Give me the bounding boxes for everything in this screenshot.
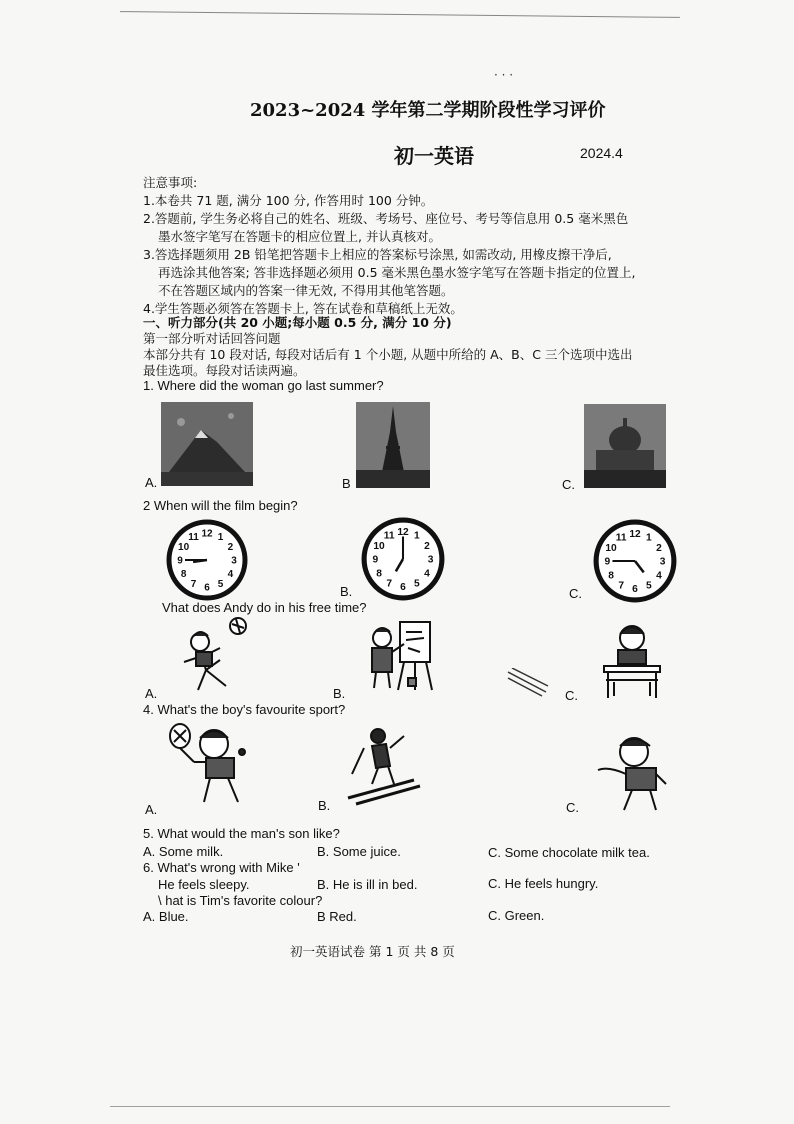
- clock-numeral: 3: [659, 556, 666, 568]
- note-line-6: 不在答题区域内的答案一律无效, 不得用其他笔答题。: [158, 283, 454, 298]
- clock-numeral: 7: [386, 578, 393, 590]
- clock-numeral: 11: [383, 530, 395, 542]
- clock-numeral: 12: [201, 528, 213, 540]
- clock-numeral: 11: [615, 532, 627, 544]
- clock-numeral: 6: [400, 582, 406, 594]
- exam-date: 2024.4: [580, 145, 623, 161]
- q4-option-b-label: B.: [318, 798, 331, 813]
- clock-numeral: 7: [618, 580, 625, 592]
- clock-numeral: 4: [227, 569, 234, 580]
- q6-option-b: B. He is ill in bed.: [317, 877, 418, 892]
- q3-option-b-label: B.: [333, 686, 346, 701]
- note-line-1: 1.本卷共 71 题, 满分 100 分, 作答用时 100 分钟。: [143, 193, 434, 208]
- note-line-4: 3.答选择题须用 2B 铅笔把答题卡上相应的答案标号涂黑, 如需改动, 用橡皮擦干净后,: [143, 247, 612, 262]
- clock-numeral: 6: [632, 584, 638, 596]
- clock-numeral: 12: [629, 528, 641, 540]
- clock-numeral: 9: [177, 555, 183, 567]
- q2-option-b-clock: [360, 516, 446, 602]
- q3-option-a-image: [176, 616, 252, 696]
- clock-numeral: 5: [413, 578, 420, 590]
- q2-option-c-clock: [592, 518, 678, 604]
- q1-option-b-label: B: [342, 476, 351, 491]
- q7-option-b: B Red.: [317, 909, 357, 924]
- q6-option-a: He feels sleepy.: [158, 877, 250, 892]
- clock-numeral: 2: [656, 542, 662, 554]
- q2-option-a-clock: [165, 518, 249, 602]
- q1-text: 1. Where did the woman go last summer?: [143, 378, 384, 393]
- page-bottom-edge: [110, 1106, 670, 1111]
- scan-smudge: · · ·: [494, 68, 514, 82]
- note-line-2: 2.答题前, 学生务必将自己的姓名、班级、考场号、座位号、考号等信息用 0.5 毫米黑色: [143, 211, 629, 226]
- q6-text: 6. What's wrong with Mike ': [143, 860, 300, 875]
- q6-option-c: C. He feels hungry.: [488, 876, 599, 891]
- q1-option-c-label: C.: [562, 477, 575, 492]
- listening-sub-title: 第一部分听对话回答问题: [143, 331, 281, 346]
- clock-numeral: 5: [217, 578, 224, 590]
- q4-text: 4. What's the boy's favourite sport?: [143, 702, 346, 717]
- clock-numeral: 2: [227, 542, 234, 553]
- q5-option-a: A. Some milk.: [143, 844, 224, 859]
- q4-option-b-image: [342, 724, 424, 808]
- note-line-5: 再选涂其他答案; 答非选择题必须用 0.5 毫米黑色墨水签字笔写在答题卡指定的位置上,: [158, 265, 636, 280]
- q3-option-b-image: [364, 618, 436, 692]
- clock-numeral: 10: [373, 540, 385, 552]
- listening-instruction-2: 最佳选项。每段对话读两遍。: [143, 363, 306, 378]
- q2-text: 2 When will the film begin?: [143, 498, 298, 513]
- clock-numeral: 1: [217, 532, 224, 544]
- q7-option-a: A. Blue.: [143, 909, 189, 924]
- clock-numeral: 7: [190, 578, 197, 590]
- clock-numeral: 4: [656, 570, 662, 582]
- listening-instruction-1: 本部分共有 10 段对话, 每段对话后有 1 个小题, 从题中所给的 A、B、C 三个选项中选出: [143, 347, 633, 362]
- q3-option-a-label: A.: [145, 686, 158, 701]
- q1-option-c-image: [584, 404, 666, 488]
- q4-option-a-image: [166, 722, 252, 808]
- q7-text: \ hat is Tim's favorite colour?: [158, 893, 323, 908]
- q3-scan-marks: [506, 668, 550, 698]
- q4-option-c-label: C.: [566, 800, 579, 815]
- q3-option-c-image: [600, 620, 664, 700]
- clock-numeral: 12: [397, 526, 409, 538]
- exam-title: 2023~2024 学年第二学期阶段性学习评价: [250, 100, 606, 121]
- q4-option-a-label: A.: [145, 802, 158, 817]
- clock-numeral: 5: [645, 580, 652, 592]
- clock-numeral: 4: [424, 568, 430, 580]
- clock-numeral: 8: [376, 568, 382, 580]
- q1-option-a-label: A.: [145, 475, 158, 490]
- exam-subject: 初一英语: [394, 144, 474, 168]
- q1-option-a-image: [161, 402, 253, 486]
- clock-numeral: 2: [424, 540, 430, 552]
- note-line-3: 墨水签字笔写在答题卡的相应位置上, 并认真核对。: [158, 229, 441, 244]
- q5-option-c: C. Some chocolate milk tea.: [488, 845, 650, 860]
- q5-option-b: B. Some juice.: [317, 844, 401, 859]
- clock-numeral: 10: [178, 542, 190, 553]
- q3-option-c-label: C.: [565, 688, 578, 703]
- clock-numeral: 8: [608, 570, 614, 582]
- notes-heading: 注意事项:: [143, 175, 198, 190]
- clock-numeral: 1: [645, 532, 652, 544]
- clock-numeral: 1: [413, 530, 420, 542]
- clock-numeral: 9: [604, 556, 611, 568]
- page-top-edge: [120, 0, 680, 18]
- q5-text: 5. What would the man's son like?: [143, 826, 340, 841]
- q2-option-b-label: B.: [340, 584, 353, 599]
- clock-numeral: 10: [605, 542, 617, 554]
- note-line-7: 4.学生答题必须答在答题卡上, 答在试卷和草稿纸上无效。: [143, 301, 463, 316]
- clock-numeral: 8: [180, 569, 187, 580]
- listening-part-title: 一、听力部分(共 20 小题;每小题 0.5 分, 满分 10 分): [143, 315, 452, 330]
- clock-numeral: 3: [231, 555, 237, 567]
- page-footer: 初一英语试卷 第 1 页 共 8 页: [290, 944, 455, 959]
- q7-option-c: C. Green.: [488, 908, 545, 923]
- q3-text: Vhat does Andy do in his free time?: [162, 600, 367, 615]
- q2-option-c-label: C.: [569, 586, 582, 601]
- clock-numeral: 3: [427, 554, 434, 566]
- q4-option-c-image: [594, 730, 670, 814]
- clock-numeral: 9: [372, 554, 379, 566]
- clock-numeral: 11: [188, 532, 199, 544]
- clock-numeral: 6: [204, 582, 210, 594]
- q1-option-b-image: [356, 402, 430, 488]
